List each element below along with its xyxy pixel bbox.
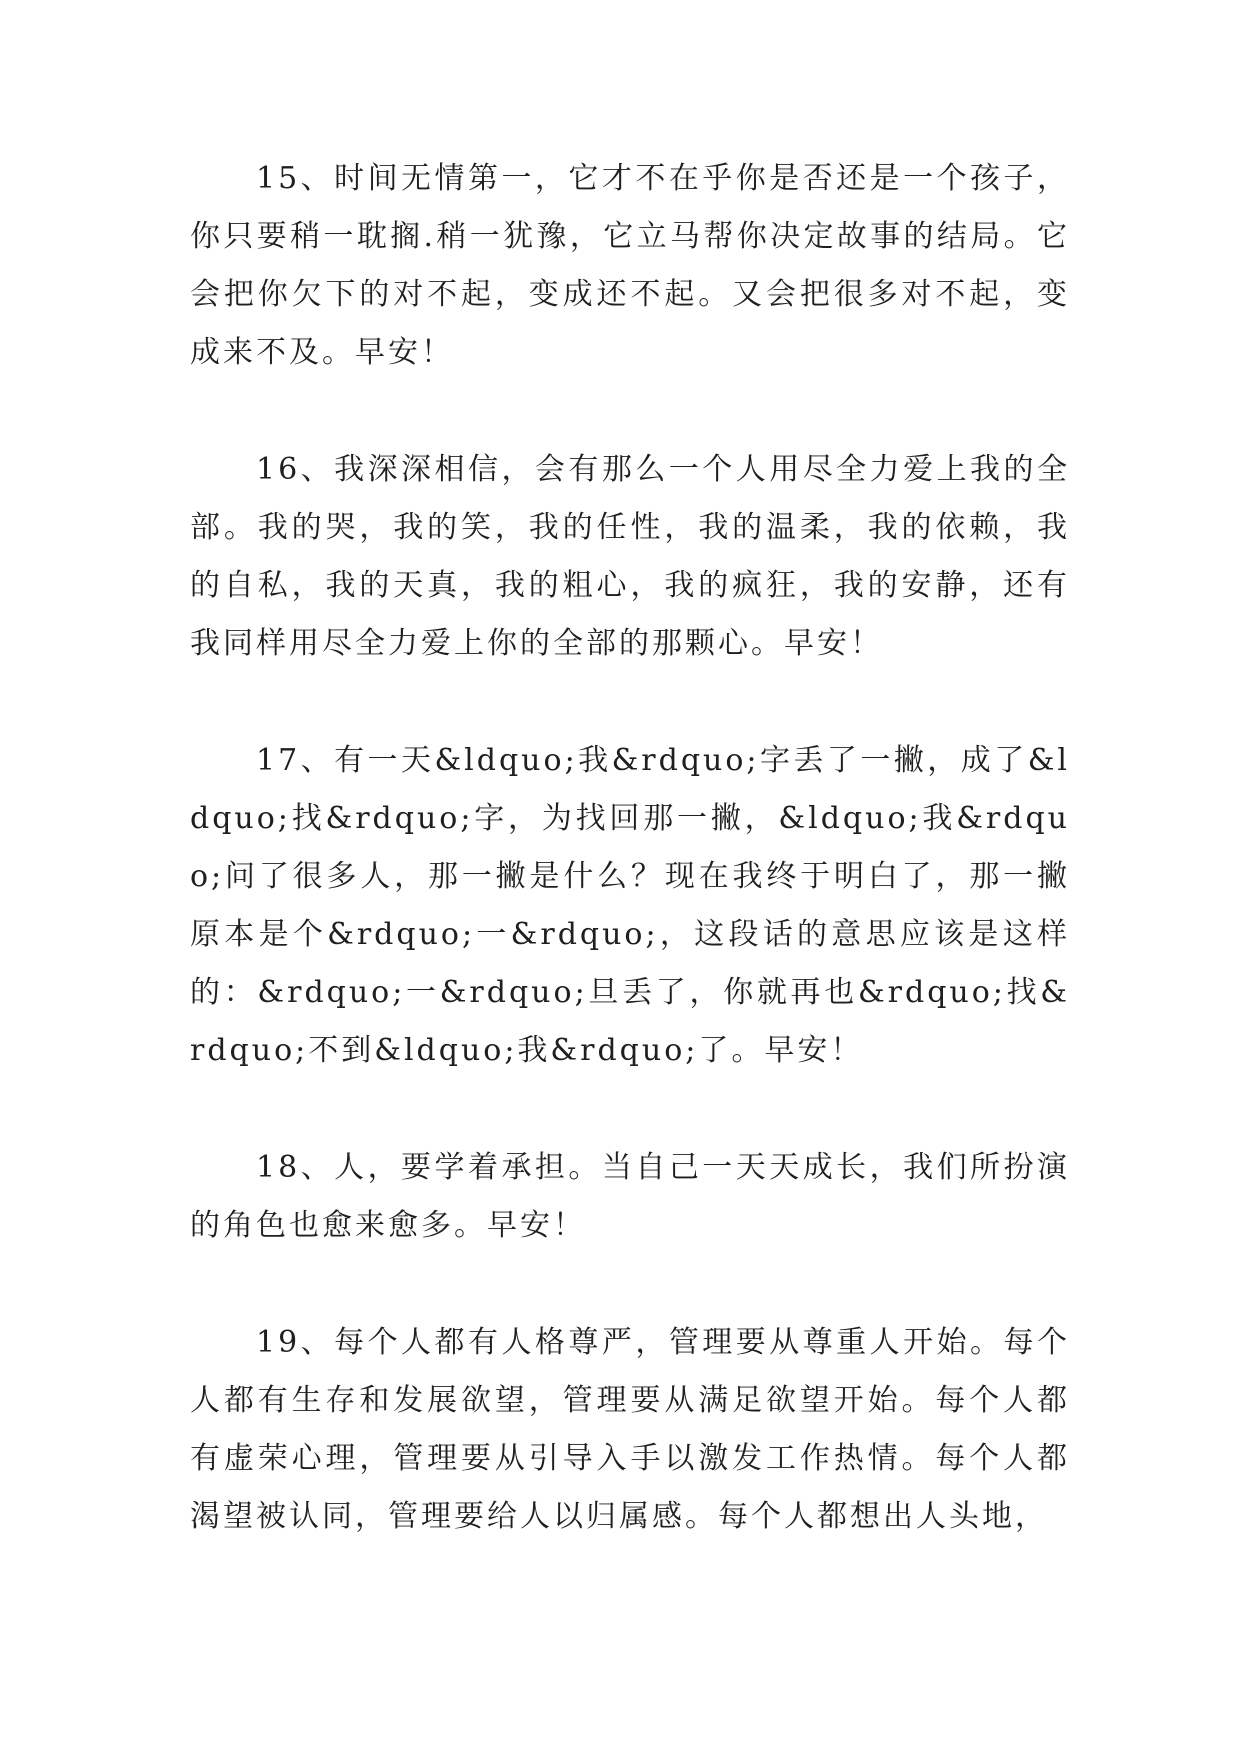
paragraph-17: 17、有一天&ldquo;我&rdquo;字丢了一撇，成了&ldquo;找&rdquo;字，为找回那一撇，&ldquo;我&rdquo;问了很多人，那一撇是什么？现在我终于明白了，那一撇原本是个&rdquo;一&rdquo;，这段话的意思应该是这样的：&rdquo;一&rdquo;旦丢了，你就再也&rdquo;找&rdquo;不到&ldquo;我&rdquo;了。早安！ [190, 743, 1070, 1068]
paragraph-15: 15、时间无情第一，它才不在乎你是否还是一个孩子，你只要稍一耽搁.稍一犹豫，它立马帮你决定故事的结局。它会把你欠下的对不起，变成还不起。又会把很多对不起，变成来不及。早安！ [190, 161, 1070, 370]
document-page [190, 150, 1070, 1546]
paragraph-18: 18、人，要学着承担。当自己一天天成长，我们所扮演的角色也愈来愈多。早安！ [190, 1150, 1070, 1243]
paragraph-16: 16、我深深相信，会有那么一个人用尽全力爱上我的全部。我的哭，我的笑，我的任性，我的温柔，我的依赖，我的自私，我的天真，我的粗心，我的疯狂，我的安静，还有我同样用尽全力爱上你的全部的那颗心。早安！ [190, 452, 1070, 661]
paragraph-19: 19、每个人都有人格尊严，管理要从尊重人开始。每个人都有生存和发展欲望，管理要从满足欲望开始。每个人都有虚荣心理，管理要从引导入手以激发工作热情。每个人都渴望被认同，管理要给人以归属感。每个人都想出人头地， [190, 1325, 1070, 1534]
